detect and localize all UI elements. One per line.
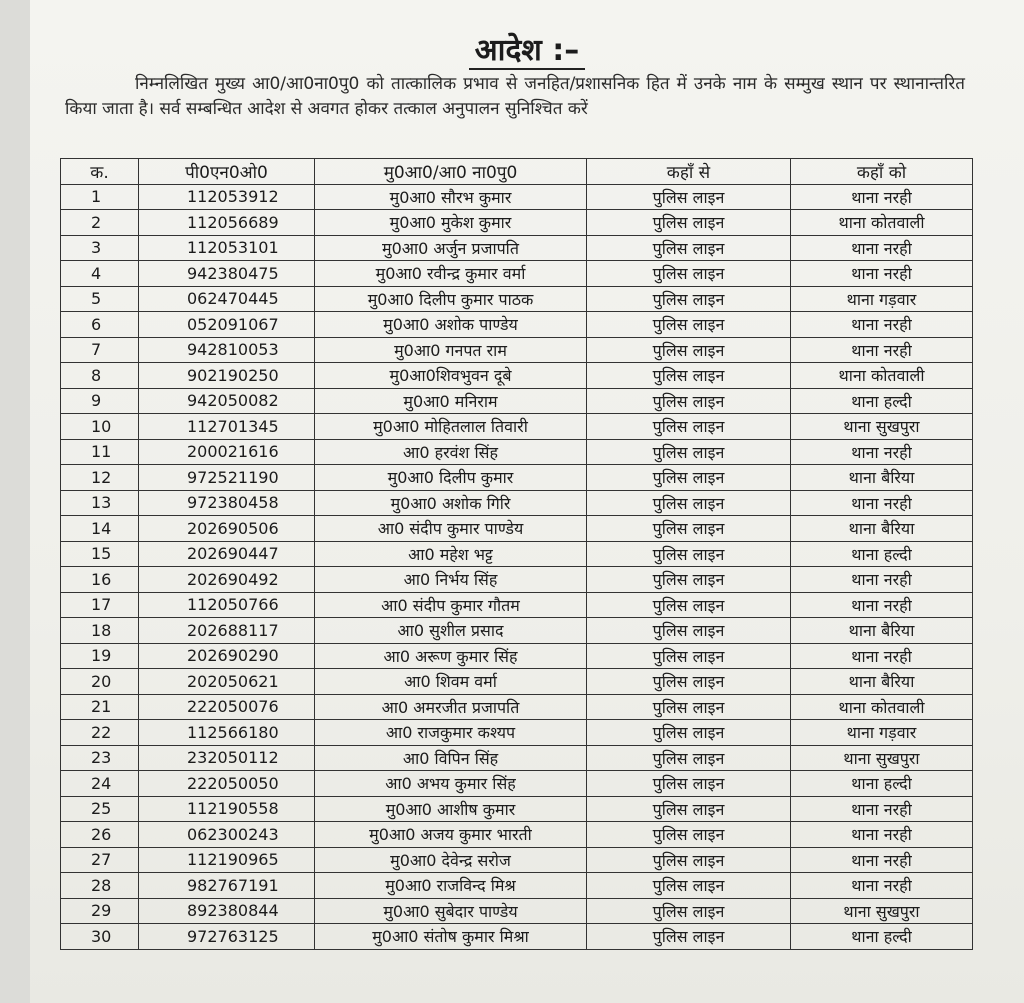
cell-name: मु0आ0शिवभुवन दूबे — [315, 363, 587, 389]
cell-to: थाना कोतवाली — [791, 694, 973, 720]
cell-from: पुलिस लाइन — [587, 567, 791, 593]
cell-name: आ0 हरवंश सिंह — [315, 439, 587, 465]
table-row — [61, 235, 973, 261]
cell-from: पुलिस लाइन — [587, 618, 791, 644]
cell-from: पुलिस लाइन — [587, 439, 791, 465]
cell-name: मु0आ0 आशीष कुमार — [315, 796, 587, 822]
cell-pno: 200021616 — [139, 439, 315, 465]
cell-pno: 112566180 — [139, 720, 315, 746]
cell-to: थाना हल्दी — [791, 771, 973, 797]
cell-from: पुलिस लाइन — [587, 745, 791, 771]
cell-pno: 112050766 — [139, 592, 315, 618]
cell-serial: 11 — [61, 439, 139, 465]
cell-serial: 23 — [61, 745, 139, 771]
cell-serial: 20 — [61, 669, 139, 695]
cell-serial: 27 — [61, 847, 139, 873]
cell-pno: 202690492 — [139, 567, 315, 593]
cell-to: थाना नरही — [791, 643, 973, 669]
cell-from: पुलिस लाइन — [587, 898, 791, 924]
table-row — [61, 847, 973, 873]
cell-to: थाना नरही — [791, 567, 973, 593]
table-row — [61, 924, 973, 950]
cell-to: थाना बैरिया — [791, 516, 973, 542]
table-row — [61, 414, 973, 440]
table-row — [61, 796, 973, 822]
cell-pno: 202050621 — [139, 669, 315, 695]
cell-from: पुलिस लाइन — [587, 771, 791, 797]
cell-name: आ0 सुशील प्रसाद — [315, 618, 587, 644]
cell-to: थाना नरही — [791, 184, 973, 210]
cell-serial: 16 — [61, 567, 139, 593]
table-row — [61, 465, 973, 491]
table-row — [61, 745, 973, 771]
cell-serial: 9 — [61, 388, 139, 414]
cell-pno: 202690506 — [139, 516, 315, 542]
cell-pno: 202690447 — [139, 541, 315, 567]
table-row — [61, 516, 973, 542]
table-row — [61, 541, 973, 567]
table-row — [61, 490, 973, 516]
column-header-name: मु0आ0/आ0 ना0पु0 — [315, 159, 587, 185]
table-row — [61, 286, 973, 312]
cell-pno: 972521190 — [139, 465, 315, 491]
cell-serial: 8 — [61, 363, 139, 389]
cell-name: आ0 अरूण कुमार सिंह — [315, 643, 587, 669]
table-row — [61, 771, 973, 797]
cell-from: पुलिस लाइन — [587, 516, 791, 542]
cell-pno: 052091067 — [139, 312, 315, 338]
cell-serial: 17 — [61, 592, 139, 618]
cell-to: थाना सुखपुरा — [791, 745, 973, 771]
column-header-from: कहाँ से — [587, 159, 791, 185]
order-intro-paragraph: निम्नलिखित मुख्य आ0/आ0ना0पु0 को तात्कालिक प्रभाव से जनहित/प्रशासनिक हित में उनके नाम के सम्मुख स्थान पर स्थानान्तरित किया जाता है। सर्व सम्बन्धित आदेश से अवगत होकर तत्काल अनुपालन सुनिश्चित करें — [65, 74, 965, 119]
cell-pno: 112190965 — [139, 847, 315, 873]
cell-from: पुलिस लाइन — [587, 873, 791, 899]
cell-to: थाना नरही — [791, 847, 973, 873]
column-header-pno: पी0एन0ओ0 — [139, 159, 315, 185]
cell-from: पुलिस लाइन — [587, 312, 791, 338]
cell-from: पुलिस लाइन — [587, 720, 791, 746]
cell-name: मु0आ0 रवीन्द्र कुमार वर्मा — [315, 261, 587, 287]
cell-to: थाना कोतवाली — [791, 210, 973, 236]
cell-pno: 942380475 — [139, 261, 315, 287]
cell-to: थाना सुखपुरा — [791, 898, 973, 924]
cell-from: पुलिस लाइन — [587, 694, 791, 720]
cell-name: आ0 अमरजीत प्रजापति — [315, 694, 587, 720]
cell-to: थाना बैरिया — [791, 465, 973, 491]
cell-from: पुलिस लाइन — [587, 924, 791, 950]
cell-to: थाना नरही — [791, 592, 973, 618]
cell-from: पुलिस लाइन — [587, 490, 791, 516]
cell-serial: 26 — [61, 822, 139, 848]
cell-to: थाना नरही — [791, 439, 973, 465]
cell-from: पुलिस लाइन — [587, 414, 791, 440]
table-row — [61, 822, 973, 848]
cell-from: पुलिस लाइन — [587, 286, 791, 312]
cell-name: मु0आ0 अजय कुमार भारती — [315, 822, 587, 848]
cell-pno: 942050082 — [139, 388, 315, 414]
cell-to: थाना नरही — [791, 312, 973, 338]
table-row — [61, 669, 973, 695]
table-row — [61, 388, 973, 414]
cell-serial: 7 — [61, 337, 139, 363]
cell-serial: 10 — [61, 414, 139, 440]
cell-from: पुलिस लाइन — [587, 669, 791, 695]
cell-serial: 30 — [61, 924, 139, 950]
cell-name: मु0आ0 सौरभ कुमार — [315, 184, 587, 210]
cell-pno: 112053912 — [139, 184, 315, 210]
cell-to: थाना नरही — [791, 261, 973, 287]
cell-to: थाना नरही — [791, 822, 973, 848]
cell-from: पुलिस लाइन — [587, 388, 791, 414]
cell-from: पुलिस लाइन — [587, 261, 791, 287]
cell-pno: 062300243 — [139, 822, 315, 848]
cell-pno: 972763125 — [139, 924, 315, 950]
cell-name: मु0आ0 अर्जुन प्रजापति — [315, 235, 587, 261]
cell-to: थाना हल्दी — [791, 924, 973, 950]
cell-serial: 12 — [61, 465, 139, 491]
cell-pno: 112056689 — [139, 210, 315, 236]
cell-from: पुलिस लाइन — [587, 210, 791, 236]
table-row — [61, 261, 973, 287]
cell-serial: 28 — [61, 873, 139, 899]
table-row — [61, 898, 973, 924]
cell-from: पुलिस लाइन — [587, 643, 791, 669]
cell-pno: 112053101 — [139, 235, 315, 261]
cell-to: थाना बैरिया — [791, 618, 973, 644]
cell-from: पुलिस लाइन — [587, 796, 791, 822]
transfer-table — [60, 158, 973, 950]
cell-name: मु0आ0 संतोष कुमार मिश्रा — [315, 924, 587, 950]
cell-serial: 29 — [61, 898, 139, 924]
cell-serial: 21 — [61, 694, 139, 720]
cell-name: मु0आ0 मुकेश कुमार — [315, 210, 587, 236]
cell-name: मु0आ0 मनिराम — [315, 388, 587, 414]
table-row — [61, 694, 973, 720]
table-row — [61, 439, 973, 465]
cell-pno: 232050112 — [139, 745, 315, 771]
column-header-serial: क. — [61, 159, 139, 185]
cell-from: पुलिस लाइन — [587, 847, 791, 873]
cell-serial: 4 — [61, 261, 139, 287]
cell-serial: 14 — [61, 516, 139, 542]
cell-serial: 3 — [61, 235, 139, 261]
cell-name: मु0आ0 गनपत राम — [315, 337, 587, 363]
cell-name: आ0 विपिन सिंह — [315, 745, 587, 771]
cell-name: आ0 राजकुमार कश्यप — [315, 720, 587, 746]
cell-name: आ0 निर्भय सिंह — [315, 567, 587, 593]
cell-from: पुलिस लाइन — [587, 592, 791, 618]
cell-name: मु0आ0 दिलीप कुमार पाठक — [315, 286, 587, 312]
table-row — [61, 643, 973, 669]
table-row — [61, 312, 973, 338]
table-header-row — [61, 159, 973, 185]
order-heading — [30, 28, 1024, 69]
table-row — [61, 720, 973, 746]
cell-pno: 902190250 — [139, 363, 315, 389]
cell-name: मु0आ0 राजविन्द मिश्र — [315, 873, 587, 899]
cell-pno: 062470445 — [139, 286, 315, 312]
cell-serial: 18 — [61, 618, 139, 644]
cell-pno: 982767191 — [139, 873, 315, 899]
cell-serial: 19 — [61, 643, 139, 669]
table-row — [61, 337, 973, 363]
cell-pno: 942810053 — [139, 337, 315, 363]
cell-name: मु0आ0 देवेन्द्र सरोज — [315, 847, 587, 873]
cell-serial: 6 — [61, 312, 139, 338]
cell-to: थाना नरही — [791, 235, 973, 261]
cell-name: आ0 संदीप कुमार गौतम — [315, 592, 587, 618]
cell-serial: 1 — [61, 184, 139, 210]
cell-pno: 892380844 — [139, 898, 315, 924]
cell-to: थाना नरही — [791, 337, 973, 363]
table-row — [61, 618, 973, 644]
cell-pno: 222050076 — [139, 694, 315, 720]
table-row — [61, 363, 973, 389]
cell-to: थाना नरही — [791, 873, 973, 899]
column-header-to: कहाँ को — [791, 159, 973, 185]
cell-name: आ0 संदीप कुमार पाण्डेय — [315, 516, 587, 542]
table-row — [61, 210, 973, 236]
cell-serial: 24 — [61, 771, 139, 797]
cell-from: पुलिस लाइन — [587, 184, 791, 210]
cell-name: मु0आ0 सुबेदार पाण्डेय — [315, 898, 587, 924]
cell-name: आ0 शिवम वर्मा — [315, 669, 587, 695]
cell-name: मु0आ0 मोहितलाल तिवारी — [315, 414, 587, 440]
cell-from: पुलिस लाइन — [587, 541, 791, 567]
table-row — [61, 567, 973, 593]
cell-pno: 202688117 — [139, 618, 315, 644]
cell-serial: 13 — [61, 490, 139, 516]
cell-to: थाना कोतवाली — [791, 363, 973, 389]
cell-serial: 2 — [61, 210, 139, 236]
cell-name: मु0आ0 अशोक गिरि — [315, 490, 587, 516]
order-heading-text: आदेश :– — [469, 33, 585, 70]
cell-to: थाना गड़वार — [791, 286, 973, 312]
cell-to: थाना नरही — [791, 490, 973, 516]
table-row — [61, 184, 973, 210]
table-row — [61, 873, 973, 899]
cell-pno: 222050050 — [139, 771, 315, 797]
cell-name: मु0आ0 अशोक पाण्डेय — [315, 312, 587, 338]
cell-to: थाना नरही — [791, 796, 973, 822]
cell-to: थाना बैरिया — [791, 669, 973, 695]
cell-from: पुलिस लाइन — [587, 822, 791, 848]
cell-serial: 5 — [61, 286, 139, 312]
cell-pno: 202690290 — [139, 643, 315, 669]
cell-to: थाना हल्दी — [791, 541, 973, 567]
cell-pno: 112701345 — [139, 414, 315, 440]
cell-name: आ0 महेश भट्ट — [315, 541, 587, 567]
cell-serial: 15 — [61, 541, 139, 567]
cell-serial: 25 — [61, 796, 139, 822]
cell-pno: 972380458 — [139, 490, 315, 516]
cell-pno: 112190558 — [139, 796, 315, 822]
cell-from: पुलिस लाइन — [587, 235, 791, 261]
cell-from: पुलिस लाइन — [587, 465, 791, 491]
cell-name: मु0आ0 दिलीप कुमार — [315, 465, 587, 491]
cell-to: थाना गड़वार — [791, 720, 973, 746]
cell-serial: 22 — [61, 720, 139, 746]
cell-from: पुलिस लाइन — [587, 363, 791, 389]
document-sheet — [30, 0, 1024, 1003]
cell-to: थाना सुखपुरा — [791, 414, 973, 440]
table-row — [61, 592, 973, 618]
cell-to: थाना हल्दी — [791, 388, 973, 414]
cell-name: आ0 अभय कुमार सिंह — [315, 771, 587, 797]
cell-from: पुलिस लाइन — [587, 337, 791, 363]
